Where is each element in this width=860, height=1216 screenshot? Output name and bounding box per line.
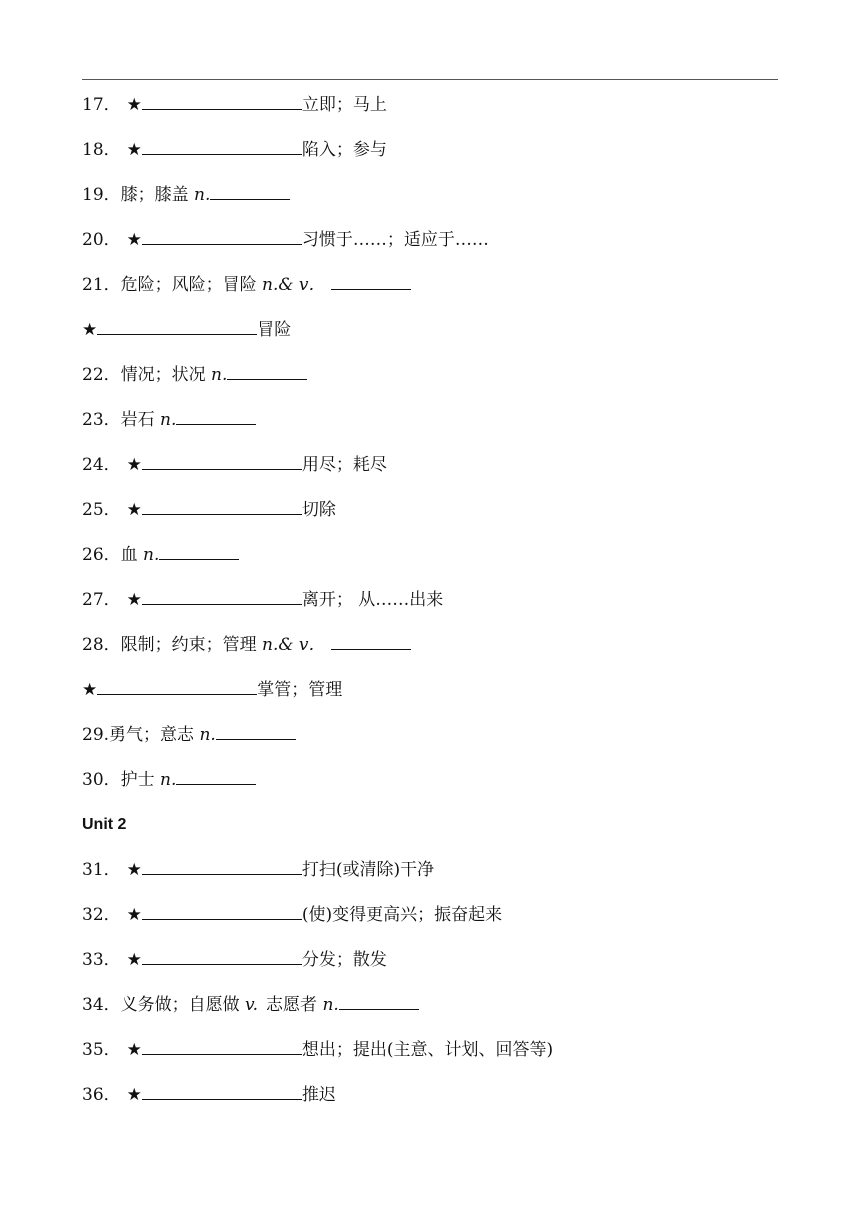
part-of-speech: n.	[199, 725, 216, 745]
part-of-speech-2: n.	[322, 995, 339, 1015]
item-number: 36．	[82, 1085, 121, 1105]
item-number: 23．	[82, 410, 121, 430]
list-item	[82, 227, 782, 272]
item-meaning: 立即；马上	[301, 95, 387, 115]
list-item	[82, 137, 782, 182]
star-icon: ★	[126, 590, 142, 610]
item-meaning-2: 志愿者	[266, 995, 323, 1015]
item-meaning: 危险；风险；冒险	[120, 275, 263, 295]
answer-blank[interactable]	[176, 770, 256, 785]
item-meaning: 勇气；意志	[109, 725, 200, 745]
item-number: 32．	[82, 905, 121, 925]
item-number: 33．	[82, 950, 121, 970]
item-meaning: 离开； 从……出来	[301, 590, 444, 610]
list-item	[82, 902, 782, 947]
item-meaning: 冒险	[257, 320, 292, 340]
answer-blank[interactable]	[142, 590, 302, 605]
answer-blank[interactable]	[210, 185, 290, 200]
list-item	[82, 1037, 782, 1082]
answer-blank[interactable]	[142, 140, 302, 155]
part-of-speech: n.	[160, 410, 177, 430]
answer-blank[interactable]	[142, 95, 302, 110]
item-meaning: 打扫(或清除)干净	[301, 860, 435, 880]
answer-blank[interactable]	[142, 455, 302, 470]
list-item	[82, 92, 782, 137]
item-meaning: 用尽；耗尽	[301, 455, 387, 475]
item-number: 21．	[82, 275, 121, 295]
item-meaning: 切除	[301, 500, 336, 520]
item-meaning: 义务做；自愿做	[120, 995, 246, 1015]
answer-blank[interactable]	[331, 635, 411, 650]
list-item	[82, 722, 782, 767]
item-number: 24．	[82, 455, 121, 475]
item-number: 18．	[82, 140, 121, 160]
item-meaning: 想出；提出(主意、计划、回答等)	[301, 1040, 554, 1060]
star-icon: ★	[126, 140, 142, 160]
item-number: 22．	[82, 365, 121, 385]
header-rule	[82, 79, 778, 80]
item-number: 27．	[82, 590, 121, 610]
list-item	[82, 632, 782, 677]
answer-blank[interactable]	[176, 410, 256, 425]
item-number: 34．	[82, 995, 121, 1015]
list-item	[82, 677, 782, 722]
star-icon: ★	[126, 950, 142, 970]
list-item	[82, 362, 782, 407]
star-icon: ★	[126, 500, 142, 520]
list-item	[82, 992, 782, 1037]
answer-blank[interactable]	[216, 725, 296, 740]
star-icon: ★	[82, 320, 98, 340]
item-meaning: 掌管；管理	[257, 680, 343, 700]
list-item	[82, 947, 782, 992]
list-item	[82, 587, 782, 632]
item-meaning: 习惯于……；适应于……	[301, 230, 489, 250]
part-of-speech: n.	[143, 545, 160, 565]
star-icon: ★	[126, 1040, 142, 1060]
item-number: 19．	[82, 185, 121, 205]
item-number: 28．	[82, 635, 121, 655]
list-item	[82, 182, 782, 227]
item-meaning: (使)变得更高兴；振奋起来	[301, 905, 503, 925]
answer-blank[interactable]	[339, 995, 419, 1010]
part-of-speech: v.	[245, 995, 259, 1015]
list-item	[82, 272, 782, 317]
part-of-speech: n.	[160, 770, 177, 790]
item-meaning: 分发；散发	[301, 950, 387, 970]
item-meaning: 岩石	[120, 410, 161, 430]
list-item	[82, 452, 782, 497]
list-item	[82, 1082, 782, 1127]
vocabulary-list	[82, 92, 782, 1127]
part-of-speech: n.	[194, 185, 211, 205]
item-number: 26．	[82, 545, 121, 565]
answer-blank[interactable]	[142, 500, 302, 515]
item-meaning: 情况；状况	[120, 365, 212, 385]
item-meaning: 推迟	[301, 1085, 336, 1105]
item-number: 17．	[82, 95, 121, 115]
answer-blank[interactable]	[331, 275, 411, 290]
item-meaning: 护士	[120, 770, 161, 790]
item-number: 20．	[82, 230, 121, 250]
item-number: 35．	[82, 1040, 121, 1060]
item-meaning: 膝；膝盖	[120, 185, 195, 205]
part-of-speech: n.	[211, 365, 228, 385]
answer-blank[interactable]	[97, 680, 257, 695]
item-number: 30．	[82, 770, 121, 790]
star-icon: ★	[126, 905, 142, 925]
answer-blank[interactable]	[142, 1085, 302, 1100]
item-meaning: 血	[120, 545, 144, 565]
section-heading: Unit 2	[82, 816, 127, 833]
part-of-speech: n.& v．	[262, 635, 326, 655]
item-number: 25．	[82, 500, 121, 520]
star-icon: ★	[126, 860, 142, 880]
answer-blank[interactable]	[142, 230, 302, 245]
list-item	[82, 767, 782, 812]
answer-blank[interactable]	[97, 320, 257, 335]
answer-blank[interactable]	[142, 860, 302, 875]
answer-blank[interactable]	[227, 365, 307, 380]
star-icon: ★	[126, 230, 142, 250]
part-of-speech: n.& v．	[262, 275, 326, 295]
star-icon: ★	[126, 95, 142, 115]
answer-blank[interactable]	[159, 545, 239, 560]
item-meaning: 陷入；参与	[301, 140, 387, 160]
star-icon: ★	[82, 680, 98, 700]
list-item	[82, 407, 782, 452]
star-icon: ★	[126, 455, 142, 475]
answer-blank[interactable]	[142, 905, 302, 920]
list-item	[82, 857, 782, 902]
list-item	[82, 542, 782, 587]
item-number: 31．	[82, 860, 121, 880]
item-meaning: 限制；约束；管理	[120, 635, 263, 655]
list-item	[82, 317, 782, 362]
answer-blank[interactable]	[142, 950, 302, 965]
list-item	[82, 497, 782, 542]
answer-blank[interactable]	[142, 1040, 302, 1055]
star-icon: ★	[126, 1085, 142, 1105]
item-number: 29.	[82, 725, 110, 745]
